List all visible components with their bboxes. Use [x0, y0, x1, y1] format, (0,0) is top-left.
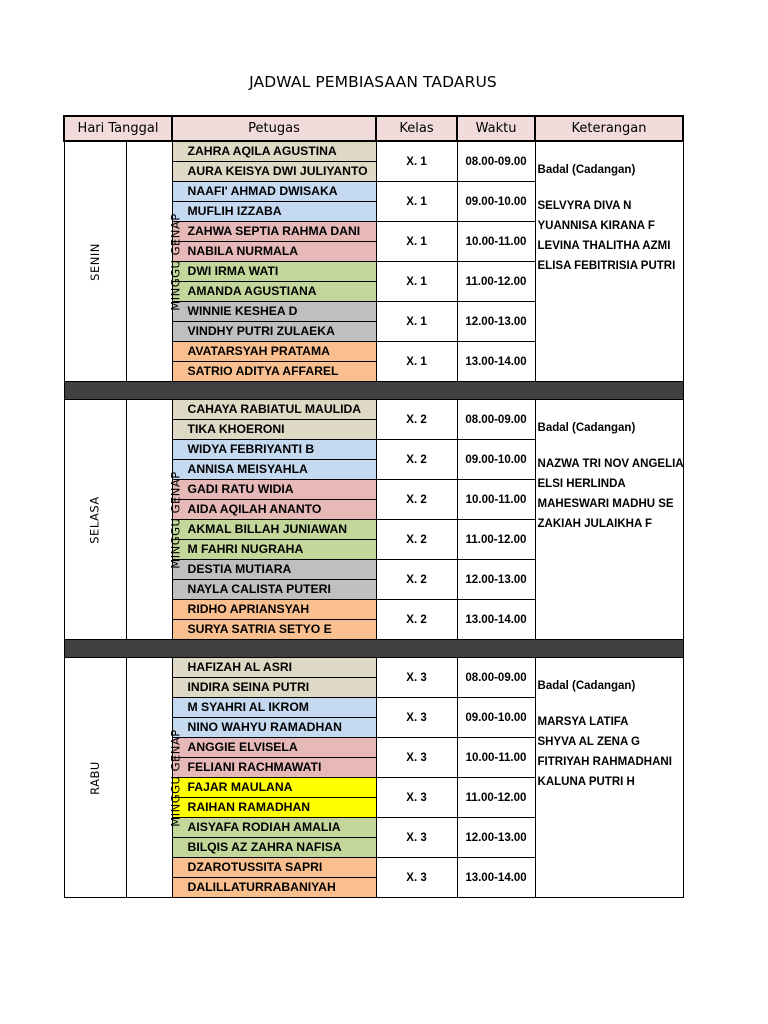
day-cell	[64, 658, 126, 898]
waktu-cell: 11.00-12.00	[457, 262, 535, 302]
kelas-cell: X. 2	[376, 560, 457, 600]
petugas-name: RAIHAN RAMADHAN	[172, 798, 376, 818]
waktu-cell: 13.00-14.00	[457, 342, 535, 382]
petugas-name: GADI RATU WIDIA	[172, 480, 376, 500]
waktu-cell: 10.00-11.00	[457, 738, 535, 778]
badal-name: FITRIYAH RAHMADHANI	[537, 756, 672, 768]
petugas-name: M SYAHRI AL IKROM	[172, 698, 376, 718]
petugas-name: AVATARSYAH PRATAMA	[172, 342, 376, 362]
petugas-name: RIDHO APRIANSYAH	[172, 600, 376, 620]
petugas-name: MUFLIH IZZABA	[172, 202, 376, 222]
kelas-cell: X. 3	[376, 658, 457, 698]
badal-name: MARSYA LATIFA	[537, 716, 629, 728]
waktu-cell: 08.00-09.00	[457, 141, 535, 182]
petugas-name: AIDA AQILAH ANANTO	[172, 500, 376, 520]
day-cell	[64, 141, 126, 382]
petugas-name: ANNISA MEISYAHLA	[172, 460, 376, 480]
petugas-name: NAYLA CALISTA PUTERI	[172, 580, 376, 600]
waktu-cell: 13.00-14.00	[457, 858, 535, 898]
week-label: MINGGU GENAP	[168, 212, 183, 311]
petugas-name: FAJAR MAULANA	[172, 778, 376, 798]
day-label: SENIN	[87, 242, 102, 281]
table-row	[64, 400, 683, 420]
kelas-cell: X. 2	[376, 480, 457, 520]
kelas-cell: X. 2	[376, 400, 457, 440]
kelas-cell: X. 1	[376, 302, 457, 342]
kelas-cell: X. 1	[376, 222, 457, 262]
petugas-name: SATRIO ADITYA AFFAREL	[172, 362, 376, 382]
header-keterangan: Keterangan	[535, 116, 683, 141]
badal-label: Badal (Cadangan)	[537, 164, 636, 176]
schedule-table	[63, 115, 684, 898]
kelas-cell: X. 3	[376, 858, 457, 898]
schedule-body	[64, 141, 683, 898]
day-separator	[64, 640, 683, 658]
kelas-cell: X. 1	[376, 182, 457, 222]
kelas-cell: X. 1	[376, 262, 457, 302]
kelas-cell: X. 2	[376, 520, 457, 560]
petugas-name: M FAHRI NUGRAHA	[172, 540, 376, 560]
waktu-cell: 12.00-13.00	[457, 818, 535, 858]
petugas-name: NINO WAHYU RAMADHAN	[172, 718, 376, 738]
petugas-name: AKMAL BILLAH JUNIAWAN	[172, 520, 376, 540]
petugas-name: NABILA NURMALA	[172, 242, 376, 262]
separator-bar	[64, 382, 683, 400]
table-row	[64, 141, 683, 162]
badal-name: YUANNISA KIRANA F	[537, 220, 655, 232]
waktu-cell: 11.00-12.00	[457, 778, 535, 818]
waktu-cell: 11.00-12.00	[457, 520, 535, 560]
header-hari-tanggal: Hari Tanggal	[64, 116, 172, 141]
badal-label: Badal (Cadangan)	[537, 680, 636, 692]
week-label: MINGGU GENAP	[168, 470, 183, 569]
waktu-cell: 13.00-14.00	[457, 600, 535, 640]
header-row	[64, 116, 683, 141]
badal-name: SELVYRA DIVA N	[537, 200, 632, 212]
week-cell	[126, 141, 183, 382]
header-petugas: Petugas	[172, 116, 376, 141]
petugas-name: BILQIS AZ ZAHRA NAFISA	[172, 838, 376, 858]
petugas-name: ANGGIE ELVISELA	[172, 738, 376, 758]
petugas-name: DALILLATURRABANIYAH	[172, 878, 376, 898]
separator-bar	[64, 640, 683, 658]
petugas-name: DESTIA MUTIARA	[172, 560, 376, 580]
badal-name: ELISA FEBITRISIA PUTRI	[537, 260, 676, 272]
badal-name: ELSI HERLINDA	[537, 478, 626, 490]
waktu-cell: 12.00-13.00	[457, 560, 535, 600]
waktu-cell: 12.00-13.00	[457, 302, 535, 342]
day-separator	[64, 382, 683, 400]
petugas-name: INDIRA SEINA PUTRI	[172, 678, 376, 698]
waktu-cell: 08.00-09.00	[457, 400, 535, 440]
header-waktu: Waktu	[457, 116, 535, 141]
badal-name: KALUNA PUTRI H	[537, 776, 635, 788]
day-label: SELASA	[87, 495, 102, 544]
petugas-name: WIDYA FEBRIYANTI B	[172, 440, 376, 460]
week-label: MINGGU GENAP	[168, 728, 183, 827]
waktu-cell: 10.00-11.00	[457, 222, 535, 262]
waktu-cell: 09.00-10.00	[457, 440, 535, 480]
header-kelas: Kelas	[376, 116, 457, 141]
badal-name: SHYVA AL ZENA G	[537, 736, 640, 748]
day-cell	[64, 400, 126, 640]
waktu-cell: 10.00-11.00	[457, 480, 535, 520]
keterangan-cell	[535, 658, 683, 898]
petugas-name: SURYA SATRIA SETYO E	[172, 620, 376, 640]
badal-name: NAZWA TRI NOV ANGELIA	[537, 458, 684, 470]
week-cell	[126, 658, 183, 898]
waktu-cell: 09.00-10.00	[457, 182, 535, 222]
petugas-name: ZAHRA AQILA AGUSTINA	[172, 141, 376, 162]
petugas-name: ZAHWA SEPTIA RAHMA DANI	[172, 222, 376, 242]
badal-list	[538, 196, 683, 276]
waktu-cell: 09.00-10.00	[457, 698, 535, 738]
week-cell	[126, 400, 183, 640]
petugas-name: AISYAFA RODIAH AMALIA	[172, 818, 376, 838]
petugas-name: CAHAYA RABIATUL MAULIDA	[172, 400, 376, 420]
keterangan-cell	[535, 400, 683, 640]
petugas-name: WINNIE KESHEA D	[172, 302, 376, 322]
petugas-name: AMANDA AGUSTIANA	[172, 282, 376, 302]
petugas-name: AURA KEISYA DWI JULIYANTO	[172, 162, 376, 182]
keterangan-cell	[535, 141, 683, 382]
kelas-cell: X. 3	[376, 778, 457, 818]
petugas-name: HAFIZAH AL ASRI	[172, 658, 376, 678]
kelas-cell: X. 2	[376, 440, 457, 480]
petugas-name: DWI IRMA WATI	[172, 262, 376, 282]
badal-name: MAHESWARI MADHU SE	[537, 498, 674, 510]
kelas-cell: X. 3	[376, 738, 457, 778]
waktu-cell: 08.00-09.00	[457, 658, 535, 698]
kelas-cell: X. 3	[376, 818, 457, 858]
kelas-cell: X. 3	[376, 698, 457, 738]
badal-list	[538, 712, 683, 792]
kelas-cell: X. 2	[376, 600, 457, 640]
badal-list	[538, 454, 683, 534]
day-label: RABU	[87, 760, 102, 795]
petugas-name: TIKA KHOERONI	[172, 420, 376, 440]
petugas-name: DZAROTUSSITA SAPRI	[172, 858, 376, 878]
kelas-cell: X. 1	[376, 342, 457, 382]
page-title: JADWAL PEMBIASAAN TADARUS	[249, 73, 497, 91]
kelas-cell: X. 1	[376, 141, 457, 182]
badal-name: LEVINA THALITHA AZMI	[537, 240, 671, 252]
petugas-name: FELIANI RACHMAWATI	[172, 758, 376, 778]
petugas-name: VINDHY PUTRI ZULAEKA	[172, 322, 376, 342]
table-row	[64, 658, 683, 678]
petugas-name: NAAFI' AHMAD DWISAKA	[172, 182, 376, 202]
badal-name: ZAKIAH JULAIKHA F	[537, 518, 653, 530]
badal-label: Badal (Cadangan)	[537, 422, 636, 434]
